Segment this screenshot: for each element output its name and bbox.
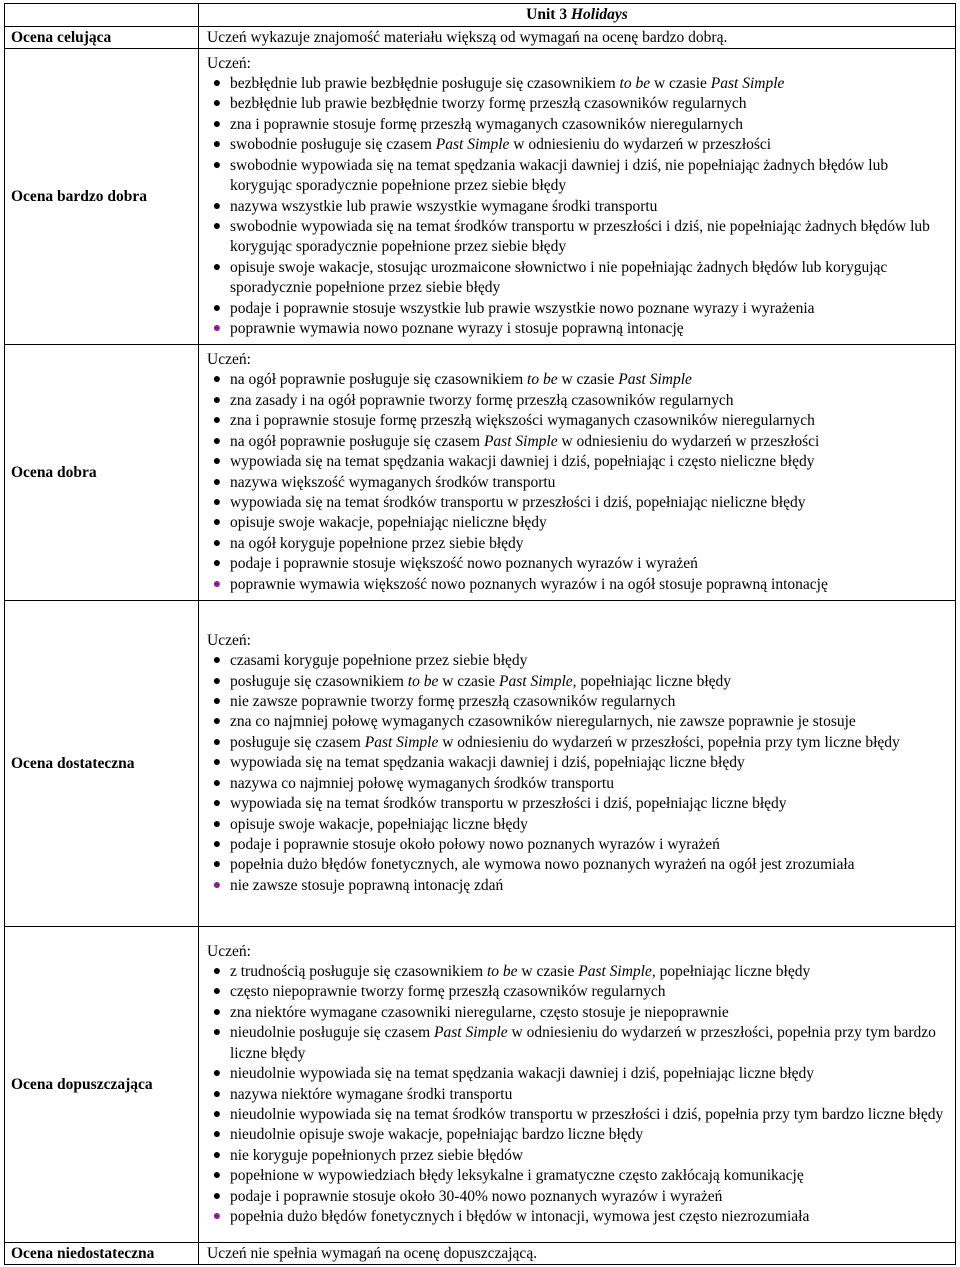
unit-title-prefix: Unit 3 <box>526 6 571 23</box>
criterion-item <box>207 156 951 197</box>
bullet-icon: ● <box>212 1188 222 1204</box>
bullet-icon: ● <box>212 433 222 449</box>
bullet-icon: ● <box>212 259 222 275</box>
bullet-icon: ● <box>212 515 222 531</box>
row-dobra <box>5 345 956 601</box>
bullet-icon: ● <box>212 218 222 234</box>
criterion-text: zna i poprawnie stosuje formę przeszłą wymaganych czasowników nieregularnych <box>230 115 744 133</box>
criterion-text: Past Simple <box>499 672 573 690</box>
bullet-icon: ● <box>212 556 222 572</box>
intro-label: Uczeń: <box>207 54 251 72</box>
criterion-text: to be <box>619 75 651 93</box>
bullet-icon: ● <box>212 494 222 510</box>
criterion-text: Past Simple <box>578 963 652 981</box>
criterion-text: opisuje swoje wakacje, stosując urozmaicone słownictwo i nie popełniając żadnych błędów lub korygując sporadycznie popełnione przez siebie błędy <box>230 258 888 297</box>
bullet-icon: ● <box>212 877 222 893</box>
criterion-text: zna niektóre wymagane czasowniki nieregularne, często stosuje je niepoprawnie <box>230 1003 729 1021</box>
criterion-text: popełnia dużo błędów fonetycznych i błędów w intonacji, wymowa jest często niezrozumiała <box>230 1207 810 1225</box>
criterion-text: czasami koryguje popełnione przez siebie błędy <box>230 652 528 670</box>
criterion-text: Past Simple <box>710 75 785 93</box>
grade-name-dobra: Ocena dobra <box>5 345 199 601</box>
bullet-icon: ● <box>212 796 222 812</box>
bullet-icon: ● <box>212 320 222 336</box>
bullet-icon: ● <box>212 198 222 214</box>
criterion-item <box>207 1023 951 1064</box>
criterion-text: Past Simple <box>434 1024 508 1042</box>
criterion-text: podaje i poprawnie stosuje wszystkie lub prawie wszystkie nowo poznane wyrazy i wyrażenia <box>230 299 815 317</box>
criterion-item <box>207 774 951 794</box>
criterion-text: Past Simple <box>435 136 510 154</box>
bullet-icon: ● <box>212 157 222 173</box>
bullet-icon: ● <box>212 300 222 316</box>
criteria-list-dopuszczajaca <box>207 962 951 1227</box>
row-bardzo-dobra <box>5 49 956 345</box>
criterion-item <box>207 452 951 472</box>
criterion-text: nieudolnie posługuje się czasem <box>230 1024 435 1042</box>
criterion-text: wypowiada się na temat środków transportu w przeszłości i dziś, popełniając liczne błędy <box>230 795 787 813</box>
row-dopuszczajaca <box>5 927 956 1243</box>
criteria-list-dostateczna <box>207 651 951 896</box>
criterion-text: popełnia dużo błędów fonetycznych, ale wymowa nowo poznanych wyrażeń na ogół jest zrozumiała <box>230 856 855 874</box>
criterion-text: Past Simple <box>483 432 558 450</box>
criterion-item <box>207 815 951 835</box>
bullet-icon: ● <box>212 413 222 429</box>
criterion-text: w czasie <box>438 672 500 690</box>
grade-name-dostateczna: Ocena dostateczna <box>5 601 199 927</box>
bullet-icon: ● <box>212 734 222 750</box>
criterion-text: , popełniając liczne błędy <box>651 963 811 981</box>
criterion-text: zna zasady i na ogół poprawnie tworzy formę przeszłą czasowników regularnych <box>230 391 734 409</box>
bullet-icon: ● <box>212 1086 222 1102</box>
bullet-icon: ● <box>212 116 222 132</box>
criterion-item <box>207 733 951 753</box>
criterion-item <box>207 217 951 258</box>
criterion-item <box>207 835 951 855</box>
criterion-item <box>207 1207 951 1227</box>
grade-name-dopuszczajaca: Ocena dopuszczająca <box>5 927 199 1243</box>
row-dostateczna <box>5 601 956 927</box>
criterion-text: z trudnością posługuje się czasownikiem <box>230 963 487 981</box>
bullet-icon: ● <box>212 857 222 873</box>
criterion-item <box>207 473 951 493</box>
bullet-icon: ● <box>212 1168 222 1184</box>
criterion-text: w odniesieniu do wydarzeń w przeszłości, popełnia przy tym bardzo liczne błędy <box>230 1024 936 1062</box>
criterion-item <box>207 391 951 411</box>
criterion-text: nieudolnie wypowiada się na temat spędzania wakacji dawniej i dziś, popełniając liczne błędy <box>230 1065 815 1083</box>
bullet-icon: ● <box>212 137 222 153</box>
intro-label: Uczeń: <box>207 631 251 649</box>
criterion-text: wypowiada się na temat środków transportu w przeszłości i dziś, popełniając nieliczne błędy <box>230 493 806 511</box>
criterion-text: podaje i poprawnie stosuje większość nowo poznanych wyrazów i wyrażeń <box>230 555 698 573</box>
bullet-icon: ● <box>212 1208 222 1224</box>
bullet-icon: ● <box>212 1004 222 1020</box>
criterion-text: swobodnie posługuje się czasem <box>230 136 436 154</box>
criterion-item <box>207 982 951 1002</box>
criterion-text: , popełniając liczne błędy <box>572 672 732 690</box>
criterion-text: nie zawsze poprawnie tworzy formę przeszłą czasowników regularnych <box>230 693 676 711</box>
criterion-item <box>207 554 951 574</box>
bullet-icon: ● <box>212 392 222 408</box>
criterion-text: nazywa wszystkie lub prawie wszystkie wymagane środki transportu <box>230 197 658 215</box>
bullet-icon: ● <box>212 836 222 852</box>
bullet-icon: ● <box>212 96 222 112</box>
criterion-text: na ogół koryguje popełnione przez siebie błędy <box>230 534 524 552</box>
criterion-text: bezbłędnie lub prawie bezbłędnie posługuje się czasownikiem <box>230 75 620 93</box>
criterion-item <box>207 712 951 732</box>
grade-name-niedostateczna: Ocena niedostateczna <box>5 1243 199 1265</box>
intro-label: Uczeń: <box>207 351 251 369</box>
criterion-text: popełnione w wypowiedziach błędy leksykalne i gramatyczne często zakłócają komunikację <box>230 1167 804 1185</box>
criterion-item <box>207 411 951 431</box>
criterion-text: swobodnie wypowiada się na temat środków transportu w przeszłości i dziś, nie popełniając żadnych błędów lub korygując sporadycznie popełnione przez siebie błędy <box>230 217 930 256</box>
bullet-icon: ● <box>212 1147 222 1163</box>
criterion-item <box>207 74 951 94</box>
criterion-item <box>207 493 951 513</box>
criterion-text: na ogół poprawnie posługuje się czasem <box>230 432 484 450</box>
criterion-item <box>207 753 951 773</box>
criterion-item <box>207 258 951 299</box>
bullet-icon: ● <box>212 1025 222 1041</box>
criterion-text: opisuje swoje wakacje, popełniając liczne błędy <box>230 815 528 833</box>
criterion-item <box>207 1085 951 1105</box>
criterion-item <box>207 1064 951 1084</box>
criterion-text: wypowiada się na temat spędzania wakacji dawniej i dziś, popełniając i często nieliczne błędy <box>230 453 815 471</box>
criterion-text: podaje i poprawnie stosuje około połowy nowo poznanych wyrazów i wyrażeń <box>230 835 720 853</box>
criterion-item <box>207 855 951 875</box>
criterion-text: wypowiada się na temat spędzania wakacji dawniej i dziś, popełniając liczne błędy <box>230 754 745 772</box>
unit-title-italic: Holidays <box>570 6 628 23</box>
criterion-item <box>207 575 951 595</box>
bullet-icon: ● <box>212 454 222 470</box>
criterion-item <box>207 1187 951 1207</box>
bullet-icon: ● <box>212 755 222 771</box>
criterion-item <box>207 115 951 135</box>
criterion-text: zna i poprawnie stosuje formę przeszłą większości wymaganych czasowników nieregularnych <box>230 412 815 430</box>
criterion-text: to be <box>486 963 518 981</box>
bullet-icon: ● <box>212 673 222 689</box>
bullet-icon: ● <box>212 816 222 832</box>
criterion-item <box>207 651 951 671</box>
criterion-text: w czasie <box>650 75 711 93</box>
grade-name-bardzo-dobra: Ocena bardzo dobra <box>5 49 199 345</box>
bullet-icon: ● <box>212 964 222 980</box>
bullet-icon: ● <box>212 535 222 551</box>
bullet-icon: ● <box>212 714 222 730</box>
grade-text-celujaca: Uczeń wykazuje znajomość materiału większą od wymagań na ocenę bardzo dobrą. <box>199 27 956 49</box>
criterion-text: posługuje się czasem <box>230 733 365 751</box>
criterion-text: to be <box>527 371 558 389</box>
criterion-item <box>207 299 951 319</box>
row-niedostateczna <box>5 1243 956 1265</box>
criterion-text: nazywa niektóre wymagane środki transportu <box>230 1085 513 1103</box>
bullet-icon: ● <box>212 76 222 92</box>
criterion-text: bezbłędnie lub prawie bezbłędnie tworzy formę przeszłą czasowników regularnych <box>230 95 747 113</box>
criterion-text: na ogół poprawnie posługuje się czasownikiem <box>230 371 528 389</box>
unit-title <box>199 4 956 27</box>
criterion-item <box>207 94 951 114</box>
criterion-item <box>207 1105 951 1125</box>
bullet-icon: ● <box>212 1127 222 1143</box>
criterion-text: poprawnie wymawia większość nowo poznanych wyrazów i na ogół stosuje poprawną intonację <box>230 575 828 593</box>
criterion-text: nazywa większość wymaganych środków transportu <box>230 473 556 491</box>
criterion-text: Past Simple <box>364 733 439 751</box>
bullet-icon: ● <box>212 372 222 388</box>
header-row <box>5 4 956 27</box>
bullet-icon: ● <box>212 1066 222 1082</box>
criterion-item <box>207 672 951 692</box>
criterion-text: nieudolnie opisuje swoje wakacje, popełniając bardzo liczne błędy <box>230 1126 644 1144</box>
intro-label: Uczeń: <box>207 942 251 960</box>
bullet-icon: ● <box>212 576 222 592</box>
criterion-item <box>207 135 951 155</box>
criterion-text: w czasie <box>557 371 619 389</box>
criteria-list-dobra <box>207 370 951 594</box>
criterion-text: w odniesieniu do wydarzeń w przeszłości <box>509 136 772 154</box>
criterion-item <box>207 794 951 814</box>
criterion-text: w odniesieniu do wydarzeń w przeszłości, popełnia przy tym liczne błędy <box>438 733 900 751</box>
criterion-item <box>207 319 951 339</box>
bullet-icon: ● <box>212 1106 222 1122</box>
criterion-text: nazywa co najmniej połowę wymaganych środków transportu <box>230 774 614 792</box>
criterion-text: nieudolnie wypowiada się na temat środków transportu w przeszłości i dziś, popełnia przy tym bardzo liczne błędy <box>230 1105 944 1123</box>
bullet-icon: ● <box>212 775 222 791</box>
grade-name-celujaca: Ocena celująca <box>5 27 199 49</box>
criterion-item <box>207 692 951 712</box>
bullet-icon: ● <box>212 694 222 710</box>
criterion-text: opisuje swoje wakacje, popełniając nieliczne błędy <box>230 514 547 532</box>
criterion-text: Past Simple <box>618 371 692 389</box>
grade-text-niedostateczna: Uczeń nie spełnia wymagań na ocenę dopuszczającą. <box>199 1243 956 1265</box>
criterion-item <box>207 1146 951 1166</box>
criterion-text: nie koryguje popełnionych przez siebie błędów <box>230 1146 524 1164</box>
criterion-item <box>207 876 951 896</box>
criterion-text: swobodnie wypowiada się na temat spędzania wakacji dawniej i dziś, nie popełniając żadnych błędów lub korygując sporadycznie popełnione przez siebie błędy <box>230 156 889 195</box>
criterion-item <box>207 513 951 533</box>
criterion-text: często niepoprawnie tworzy formę przeszłą czasowników regularnych <box>230 983 666 1001</box>
criterion-text: podaje i poprawnie stosuje około 30-40% nowo poznanych wyrazów i wyrażeń <box>230 1187 723 1205</box>
criterion-text: posługuje się czasownikiem <box>230 672 408 690</box>
criterion-item <box>207 197 951 217</box>
criteria-list-bardzo-dobra <box>207 74 951 339</box>
bullet-icon: ● <box>212 984 222 1000</box>
bullet-icon: ● <box>212 653 222 669</box>
bullet-icon: ● <box>212 474 222 490</box>
criterion-text: zna co najmniej połowę wymaganych czasowników nieregularnych, nie zawsze poprawnie je stosuje <box>230 713 856 731</box>
criterion-text: nie zawsze stosuje poprawną intonację zdań <box>230 876 504 894</box>
criterion-item <box>207 1125 951 1145</box>
criterion-item <box>207 534 951 554</box>
criterion-item <box>207 1166 951 1186</box>
criterion-item <box>207 432 951 452</box>
criterion-text: w odniesieniu do wydarzeń w przeszłości <box>557 432 820 450</box>
criterion-item <box>207 1003 951 1023</box>
grading-table <box>4 3 956 1265</box>
criterion-item <box>207 370 951 390</box>
criterion-text: to be <box>407 672 439 690</box>
criterion-text: w czasie <box>517 963 579 981</box>
row-celujaca <box>5 27 956 49</box>
criterion-item <box>207 962 951 982</box>
criterion-text: poprawnie wymawia nowo poznane wyrazy i stosuje poprawną intonację <box>230 319 684 337</box>
